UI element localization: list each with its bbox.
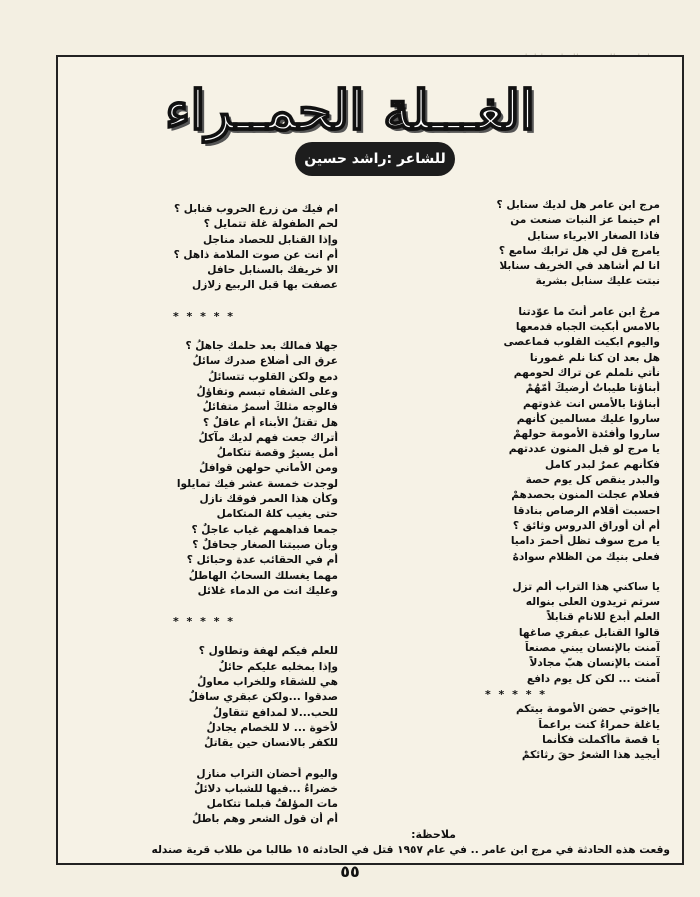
- note-text: وقعت هذه الحادثة في مرج ابن عامر .. في عام ١٩٥٧ قتل في الحادثه ١٥ طالبا من طلاب قرية صندله: [151, 844, 670, 856]
- poet-badge: [295, 142, 455, 176]
- poem-line: أم في الحقائب عدة وحبائل ؟: [186, 554, 338, 567]
- poem-line: أتراك جعت فهم لديك مآكلُ: [198, 431, 338, 444]
- poem-line: هل بعد ان كنا نلم غمورنا: [529, 351, 660, 364]
- poem-line: مهما يغسلك السحابُ الهاطلُ: [188, 569, 338, 582]
- poem-line: فعلام عجلت المنون بحصدهمْ: [511, 489, 660, 502]
- poem-line: هي للشقاء وللخراب معاولُ: [197, 676, 338, 689]
- note-label: ملاحظة:: [411, 828, 456, 841]
- poem-title: الغـــلة الحمــراء: [165, 78, 535, 142]
- poem-line: أم أن قول الشعر وهم باطلُ: [192, 813, 338, 826]
- poem-line: وبأن صبيتنا الصغار جحافلٌ ؟: [192, 538, 338, 551]
- poem-line: فاذا الصغار الابرياء سنابل: [527, 229, 660, 242]
- poem-column-right: [372, 198, 660, 763]
- poem-line: العلم أبدع للانام قنابلاً: [546, 611, 660, 624]
- poem-line: نبتت عليك سنابل بشرية: [535, 275, 660, 288]
- poem-line: يامرج قل لي هل ترابك سامع ؟: [498, 244, 660, 257]
- poem-line: لوجدت خمسة عشر فيك تمايلوا: [176, 477, 338, 490]
- poem-line: جهلا فمالك بعد حلمك جاهلُ ؟: [185, 340, 338, 353]
- poem-line: لأخوة ... لا للخصام يجادلُ: [206, 721, 338, 734]
- poem-line: واليوم أحضان التراب منازل: [196, 767, 338, 780]
- poem-line: آمنت بالإنسان هبّ مجادلاً: [529, 657, 660, 670]
- poem-line: لحم الطفولة غلة تتمايل ؟: [203, 218, 338, 231]
- poem-line: يا مرج لو قبل المنون عددتهم: [508, 443, 660, 456]
- stanza-separator: * * * * *: [172, 615, 236, 629]
- poem-line: للحب...لا لمدافع تتقاولُ: [212, 706, 338, 719]
- poem-line: فعلى بنيك من الظلام سوادهُ: [512, 550, 660, 563]
- poem-line: احسبت أقلام الرصاص بنادقا: [513, 504, 660, 517]
- poem-line: بالامس أبكيت الجباه فدمعها: [515, 321, 660, 334]
- poem-line: وإذا القنابل للحصاد مناجل: [202, 233, 338, 246]
- stanza-gap: [70, 294, 338, 309]
- poem-line: دمع ولكن القلوب تتسائلُ: [208, 370, 338, 383]
- poem-line: أبناؤنا بالأمس انت غذوتهم: [523, 397, 660, 410]
- poem-line: ساروا عليك مسالمين كأنهم: [516, 412, 660, 425]
- poem-line: ساروا وأفئدة الأمومة حولهمْ: [513, 428, 660, 441]
- stanza-separator: * * * * *: [484, 687, 548, 701]
- stanza-gap: [70, 324, 338, 339]
- poem-line: وإذا بمخلبه عليكم حائلٌ: [218, 660, 338, 673]
- poem-line: أم أن أوراق الدروس وثائق ؟: [512, 519, 660, 532]
- stanza-gap: [70, 629, 338, 644]
- poem-line: ياغلة حمراءُ كنت براعماً: [538, 718, 660, 731]
- poem-line: آمنت بالإنسان يبني مصنعاً: [524, 642, 660, 655]
- poem-line: للكفر بالانسان حين يقاتلُ: [204, 737, 338, 750]
- poem-line: وعلى الشفاه تبسم وتفاؤلُ: [196, 385, 338, 398]
- poem-line: حتى يغيب كلهُ المتكامل: [216, 508, 338, 521]
- poem-line: مرجُ ابن عامر أنتَ ما عوّدتنا: [518, 305, 660, 318]
- poem-line: أيجيد هذا الشعرُ حقَ رثائكمْ: [521, 749, 660, 762]
- poet-name: للشاعر :راشد حسين: [304, 151, 446, 167]
- poem-line: جمعا فداهمهم غياب عاجلٌ ؟: [191, 523, 338, 536]
- poem-line: فالوجه مثلكَ أسمرُ متفائلُ: [202, 401, 338, 414]
- poem-line: انا لم أشاهد في الخريف سنابلا: [499, 260, 660, 273]
- poem-column-left: [70, 202, 338, 828]
- poem-line: صدقوا ...ولكن عبقري سافلٌ: [188, 691, 338, 704]
- poem-line: هل تقتلُ الأبناء أم عاقلٌ ؟: [203, 416, 338, 429]
- poem-line: قالوا القنابل عبقري صاغها: [518, 626, 660, 639]
- stanza-gap: [70, 752, 338, 767]
- stanza-gap: [372, 290, 660, 305]
- poem-line: عصفت بها قبل الربيع زلازل: [192, 279, 338, 292]
- poem-line: يا قصة ماأكملت فكأنما: [542, 733, 660, 746]
- stanza-gap: [70, 599, 338, 614]
- poem-line: أبناؤنا طيباتُ أرضيكَ أمّهُمْ: [525, 382, 660, 395]
- poem-line: وعليك انت من الدماء غلائل: [197, 584, 338, 597]
- poem-line: وكأن هذا العمر فوقك نازل: [199, 493, 338, 506]
- stanza-separator: * * * * *: [172, 309, 236, 323]
- poem-line: عرق الى أضلاع صدرك سائلُ: [192, 355, 338, 368]
- page-number: ٥٥: [340, 862, 360, 881]
- poem-line: والبدر ينقص كل يوم حصة: [525, 474, 660, 487]
- poem-line: خضراءُ ...فيها للشباب دلائلٌ: [194, 782, 338, 795]
- poem-line: نأتي نلملم عن تراك لحومهم: [513, 366, 660, 379]
- poem-line: ومن الأماني حولهن قوافلُ: [199, 462, 338, 475]
- poem-line: أم انت عن صوت الملامة ذاهل ؟: [173, 248, 338, 261]
- poem-line: يا مرج سوف تظل أحمرَ داميا: [510, 535, 660, 548]
- poem-line: الا خريفك بالسنابل حافل: [207, 264, 338, 277]
- poem-line: للعلم فيكم لهفة وتطاول ؟: [198, 645, 338, 658]
- poem-line: يا ساكني هذا التراب ألم تزل: [512, 580, 660, 593]
- poem-line: ياإخوتي حضن الأمومة بيتكم: [515, 703, 660, 716]
- poem-line: مرج ابن عامر هل لديك سنابل ؟: [496, 199, 660, 211]
- poem-line: واليوم ابكيت القلوب فماعصى: [503, 336, 660, 349]
- poem-line: أمل يسيرُ وقصة تتكاملُ: [216, 447, 338, 460]
- poem-line: سرتم تريدون العلى بنواله: [525, 596, 660, 609]
- poem-line: آمنت ... لكن كل يوم دافع: [526, 672, 660, 685]
- poem-line: فكأنهم عمرٌ لبدر كامل: [544, 458, 660, 471]
- poem-line: ام فيك من زرع الحروب قنابل ؟: [173, 203, 338, 215]
- stanza-gap: [372, 565, 660, 580]
- poem-line: مات المؤلفُ قبلما تتكامل: [206, 798, 338, 811]
- poem-line: ام حينما عز النبات صنعت من: [510, 214, 660, 227]
